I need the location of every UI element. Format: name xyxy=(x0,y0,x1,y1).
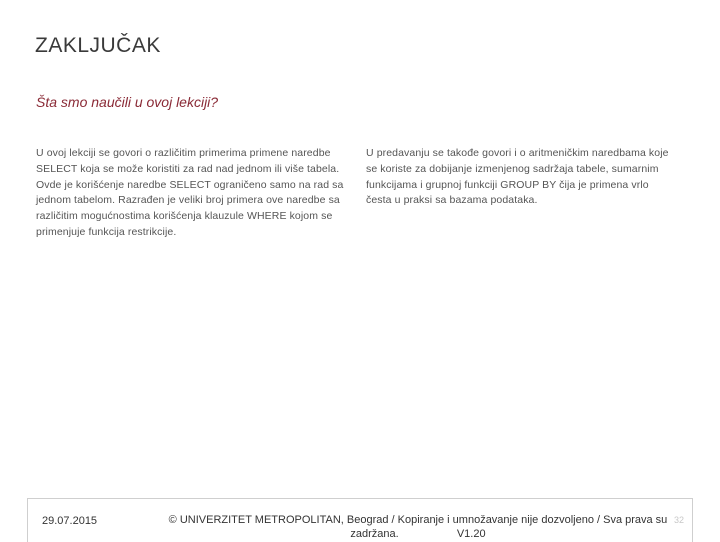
left-text-line: različitim mogućnostima korišćenja klauzule WHERE kojom se xyxy=(36,210,333,223)
slide-title: ZAKLJUČAK xyxy=(35,34,161,57)
slide-subtitle: Šta smo naučili u ovoj lekciji? xyxy=(36,94,219,110)
version-label: V1.20 xyxy=(456,528,486,540)
right-text-line: U predavanju se takođe govori i o aritmeničkim naredbama koje xyxy=(366,147,669,159)
copyright-line-1: © UNIVERZITET METROPOLITAN, Beograd / Kopiranje i umnožavanje nije dozvoljeno / Sva prava su xyxy=(168,514,668,526)
left-text-line: SELECT koja se može koristiti za rad nad jednom ili više tabela. xyxy=(36,162,340,175)
left-text-line: jednom tabelom. Razrađen je veliki broj primera ove naredbe sa xyxy=(36,194,340,207)
footer-date: 29.07.2015 xyxy=(42,515,98,527)
page-number: 32 xyxy=(674,515,685,525)
right-text-line: se koriste za dobijanje izmenjenog sadržaja tabele, sumarnim xyxy=(366,162,659,175)
left-text-line: U ovoj lekciji se govori o različitim primerima primene naredbe xyxy=(36,147,331,159)
footer xyxy=(27,498,693,542)
footer-copyright xyxy=(148,513,688,541)
copyright-rights-reserved: zadržana. xyxy=(350,528,399,540)
left-text-line: primenjuje funkcija restrikcije. xyxy=(36,225,177,238)
left-text-column xyxy=(36,146,356,241)
copyright-line-2 xyxy=(148,527,688,541)
right-text-column xyxy=(366,146,686,209)
right-text-line: česta u praksi sa bazama podataka. xyxy=(366,194,538,207)
left-text-line: Ovde je korišćenje naredbe SELECT ograničeno samo na rad sa xyxy=(36,178,344,191)
right-text-line: funkcijama i grupnoj funkciji GROUP BY čija je primena vrlo xyxy=(366,178,649,191)
